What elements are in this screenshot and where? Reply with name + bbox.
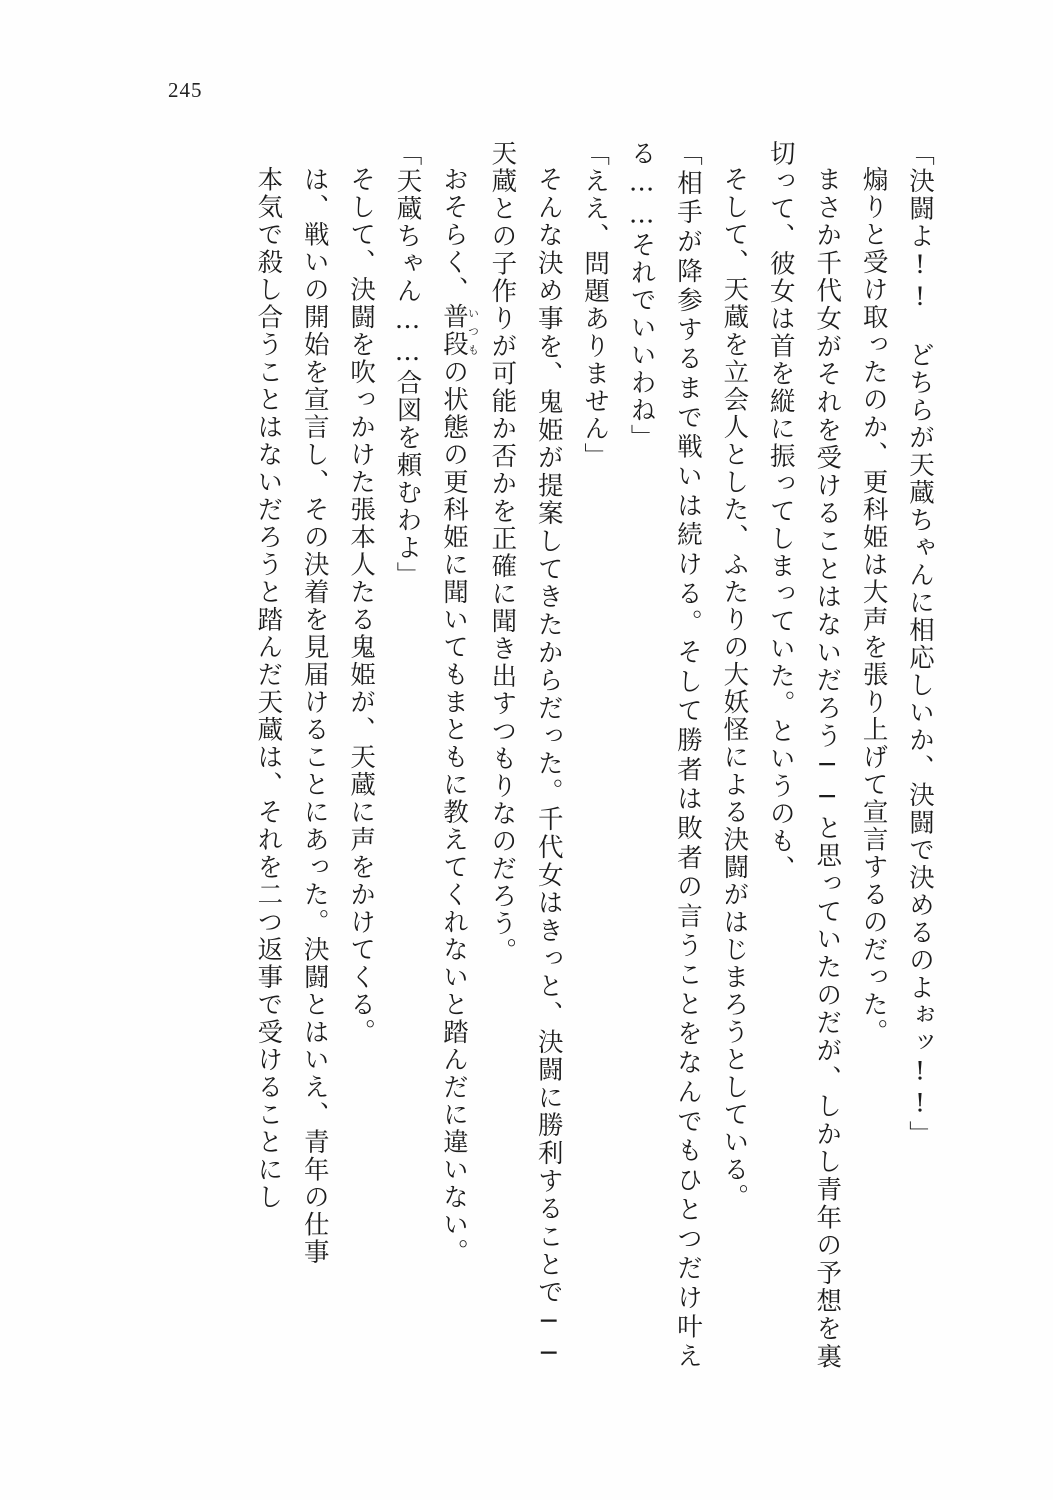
paragraph: 「相手が降参するまで戦いは続ける。そして勝者は敗者の言うことをなんでもひとつだけ叶える……それでいいわね」	[626, 140, 703, 1370]
paragraph: は、戦いの開始を宣言し、その決着を見届けることにあった。決闘とはいえ、青年の仕事	[299, 165, 330, 1266]
paragraph: そして、天蔵を立会人とした、ふたりの大妖怪による決闘がはじまろうとしている。	[719, 165, 750, 1211]
body-text-vertical	[153, 140, 943, 1370]
paragraph-text: おそらく、普段いつもの状態の更科姫に聞いてもまともに教えてくれないと踏んだに違いない。	[438, 165, 480, 1266]
paragraph: 本気で殺し合うことはないだろうと踏んだ天蔵は、それを二つ返事で受けることにし	[253, 165, 284, 1211]
paragraph: 「天蔵ちゃん……合図を頼むわよ」	[392, 140, 423, 589]
paragraph: 「決闘よ!! どちらが天蔵ちゃんに相応しいか、決闘で決めるのよぉッ!!」	[905, 140, 935, 1148]
paragraph: そして、決闘を吹っかけた張本人たる鬼姫が、天蔵に声をかけてくる。	[346, 165, 377, 1046]
paragraph: そんな決め事を、鬼姫が提案してきたからだった。千代女はきっと、決闘に勝利することで──天蔵との子作りが可能か否かを正確に聞き出すつもりなのだろう。	[487, 140, 564, 1370]
paragraph-with-ruby	[431, 140, 479, 1370]
paragraph: 「ええ、問題ありません」	[580, 140, 611, 470]
paragraph: まさか千代女がそれを受けることはないだろう──と思っていたのだが、しかし青年の予想を裏切って、彼女は首を縦に振ってしまっていた。というのも、	[765, 140, 843, 1370]
ruby-annotation: 普段いつも	[438, 303, 480, 358]
paragraph: 煽りと受け取ったのか、更科姫は大声を張り上げて宣言するのだった。	[858, 165, 889, 1046]
page-number: 245	[168, 78, 203, 102]
